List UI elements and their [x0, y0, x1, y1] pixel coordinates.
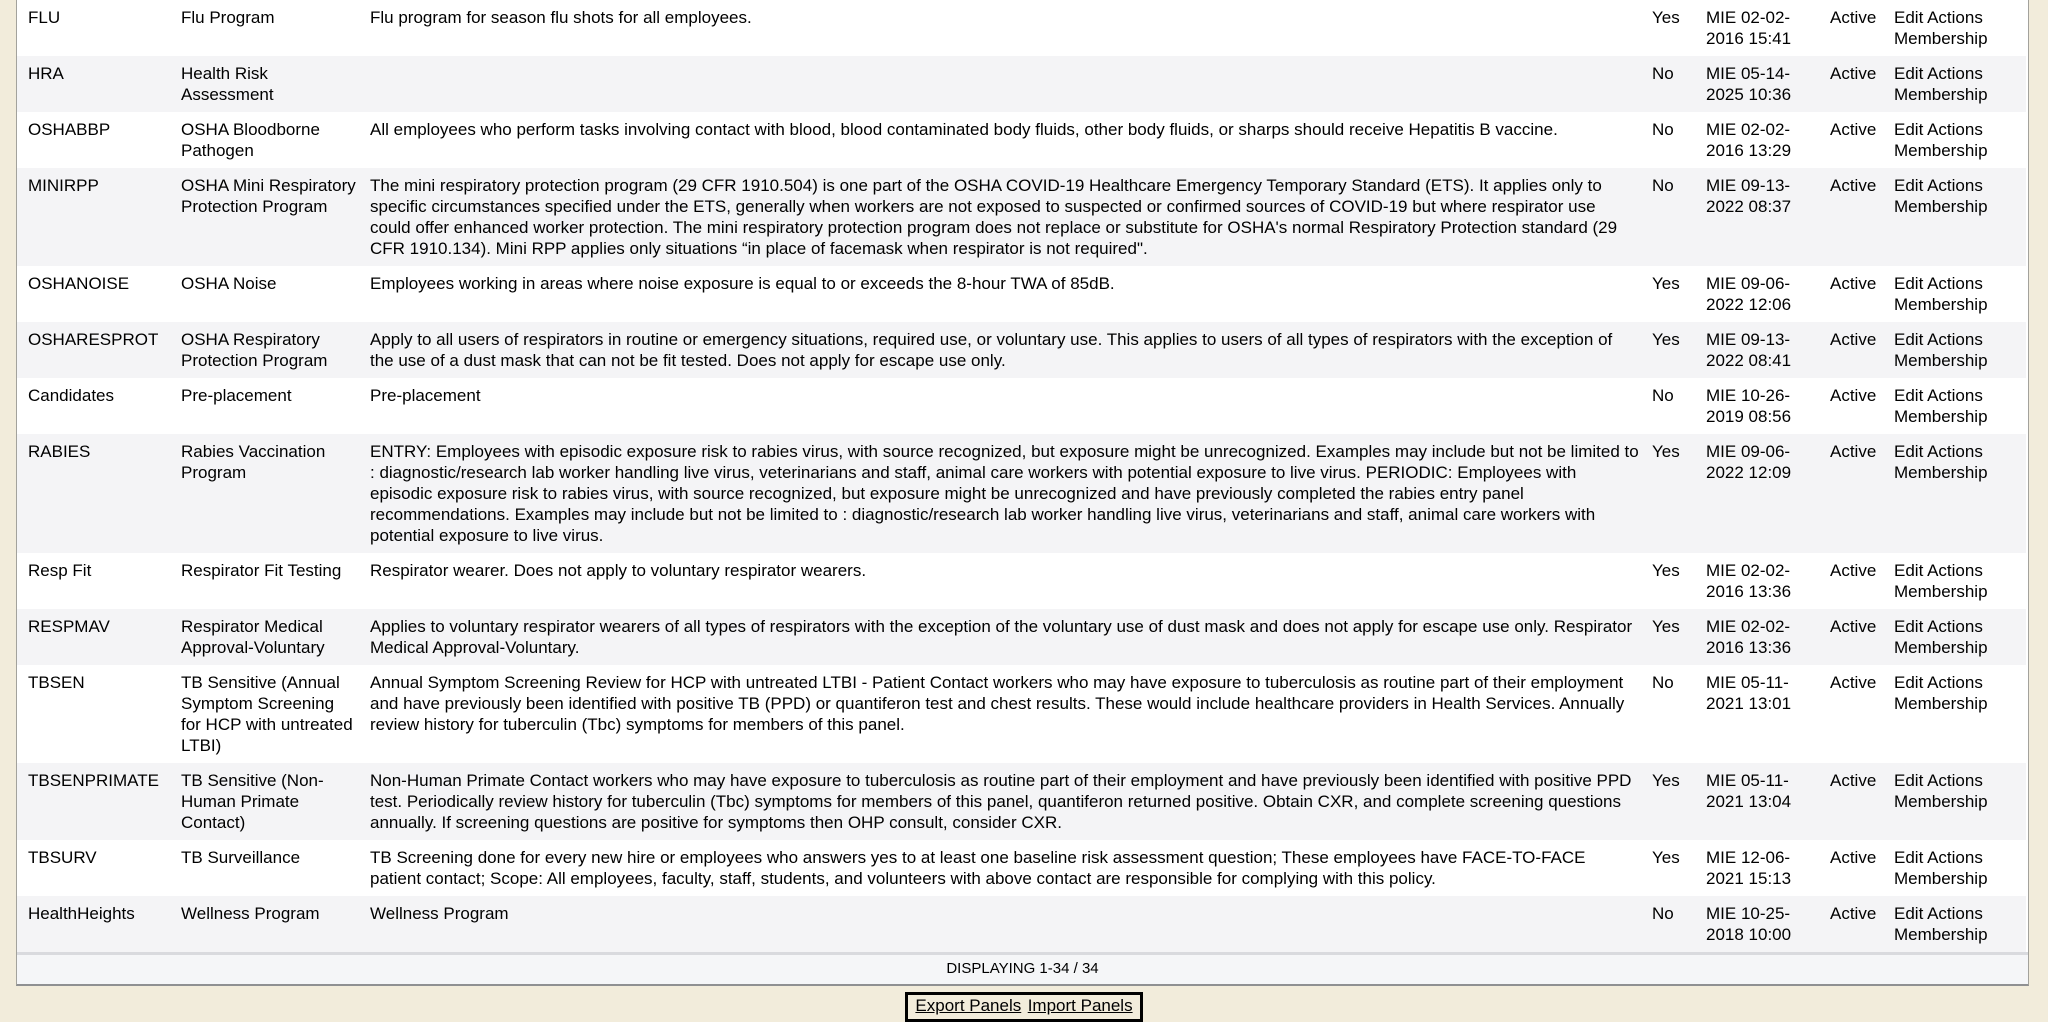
panels-table-container: [16, 0, 2029, 986]
panel-tools-box: [905, 992, 1142, 1022]
actions-link[interactable]: Actions: [1927, 8, 1983, 27]
table-row: [17, 763, 2026, 840]
table-row: [17, 840, 2026, 896]
membership-link[interactable]: Membership: [1894, 925, 1988, 944]
actions-link[interactable]: Actions: [1927, 274, 1983, 293]
panel-status: Active: [1830, 771, 1877, 790]
panel-code: TBSENPRIMATE: [28, 771, 159, 790]
panel-code: TBSURV: [28, 848, 97, 867]
panel-name: Pre-placement: [181, 386, 292, 405]
panel-flag: No: [1652, 64, 1674, 83]
panel-modified-date: MIE 09-06-2022 12:06: [1706, 274, 1792, 314]
panel-code: Resp Fit: [28, 561, 92, 580]
panel-status: Active: [1830, 64, 1877, 83]
panel-name: TB Sensitive (Annual Symptom Screening for HCP with untreated LTBI): [181, 673, 353, 755]
panel-description: Flu program for season flu shots for all employees.: [370, 8, 752, 27]
panel-description: Respirator wearer. Does not apply to voluntary respirator wearers.: [370, 561, 867, 580]
panel-name: Respirator Fit Testing: [181, 561, 342, 580]
panel-modified-date: MIE 10-26-2019 08:56: [1706, 386, 1792, 426]
panel-actions-cell: [1888, 763, 2026, 840]
panel-flag: Yes: [1652, 442, 1680, 461]
edit-link[interactable]: Edit: [1894, 274, 1924, 293]
panel-code: MINIRPP: [28, 176, 99, 195]
actions-link[interactable]: Actions: [1927, 561, 1983, 580]
panel-code: OSHANOISE: [28, 274, 130, 293]
panel-actions-cell: [1888, 665, 2026, 763]
panel-name: OSHA Mini Respiratory Protection Program: [181, 176, 356, 216]
actions-link[interactable]: Actions: [1927, 442, 1983, 461]
table-row: [17, 322, 2026, 378]
edit-link[interactable]: Edit: [1894, 848, 1924, 867]
edit-link[interactable]: Edit: [1894, 904, 1924, 923]
pagination-text: DISPLAYING 1-34 / 34: [946, 960, 1099, 977]
panel-name: OSHA Bloodborne Pathogen: [181, 120, 320, 160]
panel-description: Wellness Program: [370, 904, 509, 923]
panel-actions-cell: [1888, 322, 2026, 378]
actions-link[interactable]: Actions: [1927, 386, 1983, 405]
panel-name: Wellness Program: [181, 904, 320, 923]
panel-modified-date: MIE 09-13-2022 08:37: [1706, 176, 1792, 216]
panel-description: All employees who perform tasks involving contact with blood, blood contaminated body fluids, other body fluids, or sharps should receive Hepatitis B vaccine.: [370, 120, 1558, 139]
membership-link[interactable]: Membership: [1894, 869, 1988, 888]
panel-flag: No: [1652, 386, 1674, 405]
edit-link[interactable]: Edit: [1894, 64, 1924, 83]
panel-modified-date: MIE 09-13-2022 08:41: [1706, 330, 1792, 370]
panel-status: Active: [1830, 617, 1877, 636]
table-row: [17, 665, 2026, 763]
panel-name: Health Risk Assessment: [181, 64, 274, 104]
edit-link[interactable]: Edit: [1894, 330, 1924, 349]
panel-flag: Yes: [1652, 771, 1680, 790]
table-row: [17, 609, 2026, 665]
membership-link[interactable]: Membership: [1894, 582, 1988, 601]
panel-description: TB Screening done for every new hire or employees who answers yes to at least one baseline risk assessment question; These employees have FACE-TO-FACE patient contact; Scope: All employees, faculty, staff, students, and volunteers with above contact are responsible for complying with this policy.: [370, 848, 1586, 888]
panel-code: Candidates: [28, 386, 115, 405]
export-panels-link[interactable]: Export Panels: [915, 996, 1022, 1015]
membership-link[interactable]: Membership: [1894, 792, 1988, 811]
edit-link[interactable]: Edit: [1894, 8, 1924, 27]
panel-description: Applies to voluntary respirator wearers of all types of respirators with the exception of the voluntary use of dust mask and does not apply for escape use only. Respirator Medical Approval-Voluntary.: [370, 617, 1633, 657]
panel-status: Active: [1830, 330, 1877, 349]
panel-description: Non-Human Primate Contact workers who may have exposure to tuberculosis as routine part of their employment and have previously been identified with positive PPD test. Periodically review history for tuberculin (Tbc) symptoms for members of this panel, quantiferon returned positive. Obtain CXR, and complete screening questions annually. If screening questions are positive for symptoms then OHP consult, consider CXR.: [370, 771, 1632, 832]
actions-link[interactable]: Actions: [1927, 64, 1983, 83]
panel-flag: No: [1652, 673, 1674, 692]
panel-flag: Yes: [1652, 330, 1680, 349]
table-row: [17, 56, 2026, 112]
panel-flag: No: [1652, 176, 1674, 195]
panel-actions-cell: [1888, 378, 2026, 434]
actions-link[interactable]: Actions: [1927, 848, 1983, 867]
panel-description: ENTRY: Employees with episodic exposure risk to rabies virus, with source recognized, but exposure might be unrecognized. Examples may include but not be limited to : diagnostic/research lab worker handling live virus, veterinarians and staff, animal care workers with potential exposure to live virus. PERIODIC: Employees with episodic exposure risk to rabies virus, with source recognized, but exposure might be unrecognized and have previously completed the rabies entry panel recommendations. Examples may include but not be limited to : diagnostic/research lab worker handling live virus, veterinarians and staff, animal care workers with potential exposure to live virus.: [370, 442, 1639, 545]
panel-description: Annual Symptom Screening Review for HCP with untreated LTBI - Patient Contact workers who may have exposure to tuberculosis as routine part of their employment and have previously been identified with positive TB (PPD) or quantiferon test and chest results. These would include healthcare providers in Health Services. Annually review history for tuberculin (Tbc) symptoms for members of this panel.: [370, 673, 1625, 734]
panel-flag: Yes: [1652, 848, 1680, 867]
panel-description: Pre-placement: [370, 386, 481, 405]
panel-flag: Yes: [1652, 274, 1680, 293]
table-row: [17, 553, 2026, 609]
panel-modified-date: MIE 02-02-2016 15:41: [1706, 8, 1792, 48]
panel-name: TB Surveillance: [181, 848, 301, 867]
membership-link[interactable]: Membership: [1894, 463, 1988, 482]
actions-link[interactable]: Actions: [1927, 904, 1983, 923]
panel-status: Active: [1830, 904, 1877, 923]
panel-name: Flu Program: [181, 8, 275, 27]
membership-link[interactable]: Membership: [1894, 85, 1988, 104]
import-panels-link[interactable]: Import Panels: [1027, 996, 1133, 1015]
panel-modified-date: MIE 02-02-2016 13:29: [1706, 120, 1792, 160]
panel-actions-cell: [1888, 896, 2026, 952]
panel-name: OSHA Noise: [181, 274, 277, 293]
panel-status: Active: [1830, 561, 1877, 580]
panel-status: Active: [1830, 8, 1877, 27]
panel-status: Active: [1830, 848, 1877, 867]
panel-status: Active: [1830, 274, 1877, 293]
edit-link[interactable]: Edit: [1894, 617, 1924, 636]
membership-link[interactable]: Membership: [1894, 694, 1988, 713]
membership-link[interactable]: Membership: [1894, 638, 1988, 657]
panel-flag: No: [1652, 904, 1674, 923]
pagination-bar: [17, 952, 2028, 984]
table-row: [17, 378, 2026, 434]
actions-link[interactable]: Actions: [1927, 176, 1983, 195]
panel-name: Respirator Medical Approval-Voluntary: [181, 617, 325, 657]
membership-link[interactable]: Membership: [1894, 197, 1988, 216]
footer-bar: [0, 986, 2048, 1022]
panel-actions-cell: [1888, 434, 2026, 553]
membership-link[interactable]: Membership: [1894, 295, 1988, 314]
panel-modified-date: MIE 05-14-2025 10:36: [1706, 64, 1792, 104]
panel-modified-date: MIE 05-11-2021 13:01: [1706, 673, 1792, 713]
panel-flag: Yes: [1652, 617, 1680, 636]
panel-code: HRA: [28, 64, 64, 83]
panel-actions-cell: [1888, 112, 2026, 168]
panel-actions-cell: [1888, 266, 2026, 322]
actions-link[interactable]: Actions: [1927, 617, 1983, 636]
edit-link[interactable]: Edit: [1894, 771, 1924, 790]
table-row: [17, 0, 2026, 56]
actions-link[interactable]: Actions: [1927, 330, 1983, 349]
panel-code: TBSEN: [28, 673, 85, 692]
membership-link[interactable]: Membership: [1894, 407, 1988, 426]
panel-code: RABIES: [28, 442, 91, 461]
panel-code: RESPMAV: [28, 617, 110, 636]
actions-link[interactable]: Actions: [1927, 771, 1983, 790]
membership-link[interactable]: Membership: [1894, 351, 1988, 370]
panel-description: Employees working in areas where noise exposure is equal to or exceeds the 8-hour TWA of 85dB.: [370, 274, 1115, 293]
panel-status: Active: [1830, 386, 1877, 405]
panel-modified-date: MIE 09-06-2022 12:09: [1706, 442, 1792, 482]
panel-status: Active: [1830, 673, 1877, 692]
panel-code: OSHARESPROT: [28, 330, 159, 349]
panel-description: The mini respiratory protection program (29 CFR 1910.504) is one part of the OSHA COVID-19 Healthcare Emergency Temporary Standard (ETS). It applies only to specific circumstances specified under the ETS, generally when workers are not exposed to suspected or confirmed sources of COVID-19 but where respirator use could offer enhanced worker protection. The mini respiratory protection program does not replace or substitute for OSHA's normal Respiratory Protection standard (29 CFR 1910.134). Mini RPP applies only situations “in place of facemask when respirator is not required".: [370, 176, 1618, 258]
membership-link[interactable]: Membership: [1894, 29, 1988, 48]
panel-code: FLU: [28, 8, 61, 27]
panel-actions-cell: [1888, 553, 2026, 609]
edit-link[interactable]: Edit: [1894, 442, 1924, 461]
edit-link[interactable]: Edit: [1894, 176, 1924, 195]
panel-actions-cell: [1888, 609, 2026, 665]
table-row: [17, 896, 2026, 952]
table-row: [17, 168, 2026, 266]
panel-status: Active: [1830, 442, 1877, 461]
panel-modified-date: MIE 10-25-2018 10:00: [1706, 904, 1792, 944]
panel-modified-date: MIE 12-06-2021 15:13: [1706, 848, 1792, 888]
panel-actions-cell: [1888, 0, 2026, 56]
panel-flag: Yes: [1652, 8, 1680, 27]
membership-link[interactable]: Membership: [1894, 141, 1988, 160]
panels-table-body: [17, 0, 2026, 952]
panel-code: HealthHeights: [28, 904, 135, 923]
panel-actions-cell: [1888, 168, 2026, 266]
panel-code: OSHABBP: [28, 120, 111, 139]
panel-status: Active: [1830, 176, 1877, 195]
actions-link[interactable]: Actions: [1927, 120, 1983, 139]
panels-table: [17, 0, 2026, 952]
panel-name: OSHA Respiratory Protection Program: [181, 330, 328, 370]
panel-actions-cell: [1888, 56, 2026, 112]
panel-flag: Yes: [1652, 561, 1680, 580]
panel-description: Apply to all users of respirators in routine or emergency situations, required use, or voluntary use. This applies to users of all types of respirators with the exception of the use of a dust mask that can not be fit tested. Does not apply for escape use only.: [370, 330, 1613, 370]
panel-modified-date: MIE 02-02-2016 13:36: [1706, 561, 1792, 601]
edit-link[interactable]: Edit: [1894, 561, 1924, 580]
table-row: [17, 266, 2026, 322]
panel-actions-cell: [1888, 840, 2026, 896]
panel-flag: No: [1652, 120, 1674, 139]
table-row: [17, 112, 2026, 168]
panel-name: TB Sensitive (Non-Human Primate Contact): [181, 771, 324, 832]
actions-link[interactable]: Actions: [1927, 673, 1983, 692]
panel-description: [364, 56, 1646, 112]
edit-link[interactable]: Edit: [1894, 673, 1924, 692]
panel-modified-date: MIE 05-11-2021 13:04: [1706, 771, 1792, 811]
panel-name: Rabies Vaccination Program: [181, 442, 326, 482]
edit-link[interactable]: Edit: [1894, 386, 1924, 405]
panel-status: Active: [1830, 120, 1877, 139]
edit-link[interactable]: Edit: [1894, 120, 1924, 139]
table-row: [17, 434, 2026, 553]
panel-modified-date: MIE 02-02-2016 13:36: [1706, 617, 1792, 657]
